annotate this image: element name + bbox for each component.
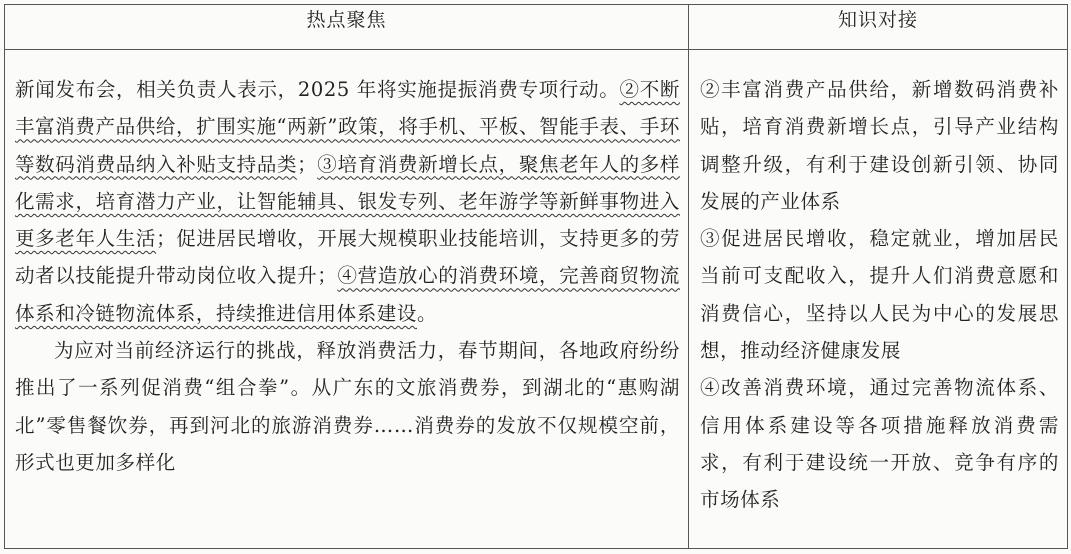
hotspot-paragraph-2: 为应对当前经济运行的挑战，释放消费活力，春节期间，各地政府纷纷推出了一系列促消费“组合拳”。从广东的文旅消费券，到湖北的“惠购湖北”零售餐饮券，再到河北的旅游消费券……消费券的发放不仅规模空前，形式也更加多样化 [15,339,680,474]
header-knowledge-link: 知识对接 [689,5,1068,50]
header-hotspot-focus: 热点聚焦 [5,5,689,50]
hotspot-intro-text: 新闻发布会，相关负责人表示，2025 年将实施提振消费专项行动。 [15,78,620,101]
hotspot-cell [5,50,689,549]
knowledge-text [689,50,1067,519]
underlined-point-4: ④营造放心的消费环境，完善商贸物流体系和冷链物流体系，持续推进信用体系建设 [15,264,681,325]
separator-text: ； [297,152,318,176]
knowledge-point-4: ④改善消费环境，通过完善物流体系、信用体系建设等各项措施释放消费需求，有利于建设统一开放、竞争有序的市场体系 [700,376,1059,512]
hotspot-text [5,50,688,481]
table-header-row [5,5,1068,50]
knowledge-cell [689,50,1068,549]
hotspot-middle-text: ；促进居民增收，开展大规模职业技能培训，支持更多的劳动者以技能提升带动岗位收入提升； [15,227,680,288]
table-body-row [5,50,1068,549]
knowledge-point-2: ②丰富消费产品供给，新增数码消费补贴，培育消费新增长点，引导产业结构调整升级，有利于建设创新引领、协同发展的产业体系 [700,78,1059,213]
underlined-point-2: ②不断丰富消费产品供给，扩围实施“两新”政策，将手机、平板、智能手表、手环等数码消费品纳入补贴支持品类 [15,78,680,176]
paragraph-end-mark: 。 [417,301,438,325]
underlined-point-3: ③培育消费新增长点，聚焦老年人的多样化需求，培育潜力产业，让智能辅具、银发专列、老年游学等新鲜事物进入更多老年人生活 [15,152,680,251]
comparison-table [4,4,1068,549]
hotspot-paragraph-1 [15,71,680,332]
knowledge-point-3: ③促进居民增收，稳定就业，增加居民当前可支配收入，提升人们消费意愿和消费信心，坚持以人民为中心的发展思想，推动经济健康发展 [700,227,1059,363]
